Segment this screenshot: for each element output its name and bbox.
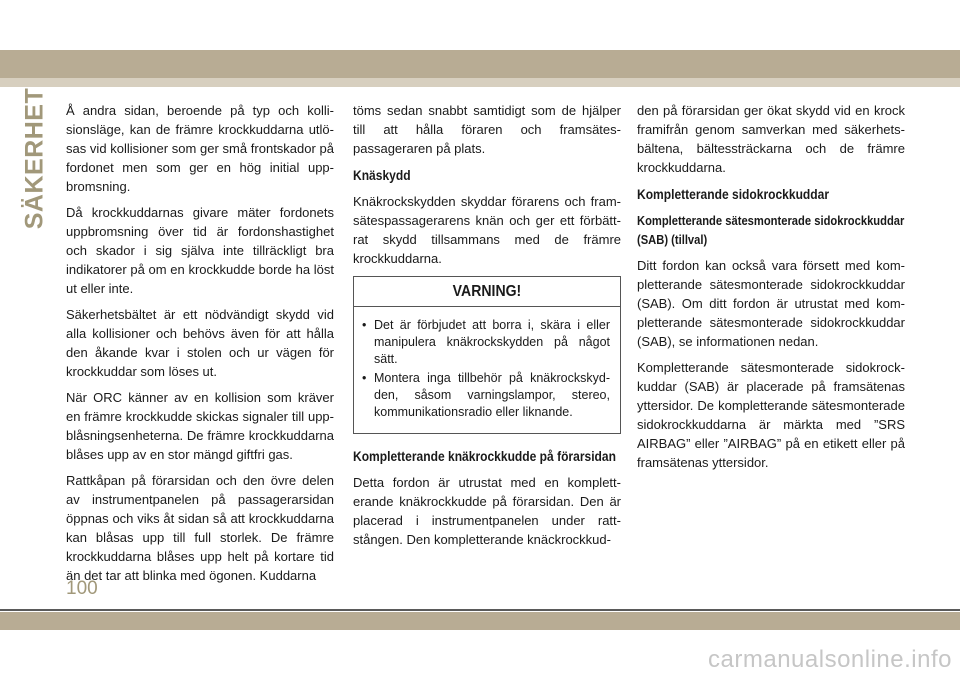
column-2 (353, 101, 621, 556)
column-1 (66, 101, 334, 592)
paragraph: Då krockkuddarnas givare mäter fordonets uppbromsning över tid är fordonshastighet och skador i sig själva inte tillräckligt bra indikatorer på om en krockkudde borde ha löst ut eller inte. (66, 205, 334, 296)
warning-title-text: VARNING! (452, 283, 522, 300)
footer-rule (0, 609, 960, 611)
section-tab (18, 87, 52, 229)
paragraph: Å andra sidan, beroende på typ och kollisionsläge, kan de främre krockkuddarna utlösas vid kollisioner som ger små frontskador på fordonet men som ger en hög initial uppbromsning. (66, 103, 334, 194)
paragraph: När ORC känner av en kollision som kräver en främre krockkudde skickas signaler till uppblåsningsenheterna. De främre krockkuddarna blåses upp av en stor mängd giftfri gas. (66, 390, 334, 462)
heading-side-airbags: Kompletterande sidokrockkuddar (637, 186, 830, 202)
header-band (0, 50, 960, 78)
page-number: 100 (66, 578, 98, 599)
column-3 (637, 101, 905, 479)
warning-item: • Montera inga tillbehör på knäkrockskydden, såsom varningslampor, stereo, kommunikationsradio eller liknande. (362, 370, 610, 421)
warning-list (354, 307, 620, 433)
paragraph: Säkerhetsbältet är ett nödvändigt skydd vid alla kollisioner och behövs även för att hålla den åkande kvar i stolen och ur vägen för krockkuddar som löses ut. (66, 307, 334, 379)
paragraph: den på förarsidan ger ökat skydd vid en krock framifrån genom samverkan med säkerhetsbältena, bältessträckarna och de främre krockkuddarna. (637, 103, 905, 175)
heading-knee-protection: Knäskydd (353, 167, 411, 183)
paragraph: Kompletterande sätesmonterade sidokrockkuddar (SAB) är placerade på framsätenas yttersidor. De kompletterande sätesmonterade sidokrockkuddarna är märkta med ”SRS AIRBAG” eller ”AIRBAG” på en etikett eller på framsätenas yttersidor. (637, 360, 905, 470)
section-tab-label: SÄKERHET (20, 87, 49, 229)
header-band-light (0, 78, 960, 87)
paragraph: Ditt fordon kan också vara försett med kompletterande sätesmonterade sidokrockkuddar (SAB). Om ditt fordon är utrustat med kompletterande sätesmonterade sidokrockkuddar (SAB), se informationen nedan. (637, 258, 905, 349)
paragraph: Knäkrockskydden skyddar förarens och framsätespassagerarens knän och ger ett förbättrat skydd tillsammans med de främre krockkuddarna. (353, 194, 621, 266)
paragraph: töms sedan snabbt samtidigt som de hjälper till att hålla föraren och framsätespassageraren på plats. (353, 103, 621, 156)
warning-box (353, 276, 621, 434)
watermark: carmanualsonline.info (708, 646, 952, 673)
warning-title (354, 277, 620, 307)
footer-band (0, 612, 960, 630)
subheading-seat-airbags: Kompletterande sätesmonterade sidokrockkuddar (SAB) (tillval) (637, 213, 905, 247)
heading-supplemental-knee-airbag: Kompletterande knäkrockkudde på förarsidan (353, 448, 616, 464)
paragraph: Rattkåpan på förarsidan och den övre delen av instrumentpanelen på passagerarsidan öppnas och viks åt sidan så att krockkuddarna kan blåsas upp till full storlek. De främre krockkuddarna blåses upp helt på kortare tid än det tar att blinka med ögonen. Kuddarna (66, 473, 334, 583)
paragraph: Detta fordon är utrustat med en kompletterande knäkrockkudde på förarsidan. Den är placerad i instrumentpanelen under rattstången. Den kompletterande knäckrockkud- (353, 475, 621, 547)
warning-item: • Det är förbjudet att borra i, skära i eller manipulera knäkrockskydden på något sätt. (362, 317, 610, 368)
